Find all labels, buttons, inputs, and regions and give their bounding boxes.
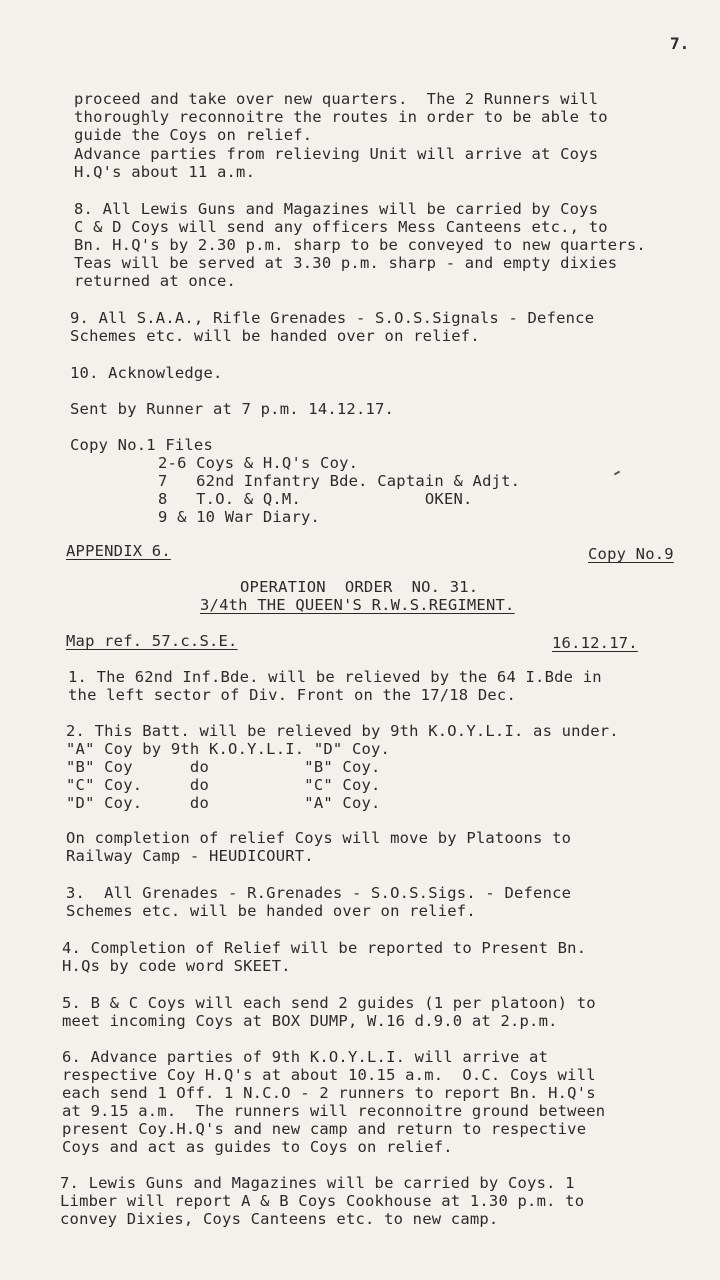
appendix-heading: APPENDIX 6. [66, 542, 171, 560]
copy-list-item: 2-6 Coys & H.Q's Coy. [158, 454, 359, 472]
text-line: C & D Coys will send any officers Mess Canteens etc., to [74, 218, 608, 236]
regiment-title: 3/4th THE QUEEN'S R.W.S.REGIMENT. [200, 596, 515, 614]
copy-number: Copy No.9 [588, 545, 674, 563]
text-line: Advance parties from relieving Unit will arrive at Coys [74, 145, 599, 163]
relief-table-row: "A" Coy by 9th K.O.Y.L.I. "D" Coy. [66, 740, 391, 758]
text-line: Schemes etc. will be handed over on relief. [66, 902, 476, 920]
text-line: respective Coy H.Q's at about 10.15 a.m. O.C. Coys will [62, 1066, 596, 1084]
text-line: 9. All S.A.A., Rifle Grenades - S.O.S.Signals - Defence [70, 309, 595, 327]
relief-table-row: "C" Coy. do "C" Coy. [66, 776, 381, 794]
text-line: Sent by Runner at 7 p.m. 14.12.17. [70, 400, 395, 418]
text-line: 5. B & C Coys will each send 2 guides (1 per platoon) to [62, 994, 596, 1012]
text-line: On completion of relief Coys will move by Platoons to [66, 829, 572, 847]
text-line: 8. All Lewis Guns and Magazines will be carried by Coys [74, 200, 599, 218]
pencil-mark [614, 471, 620, 476]
text-line: at 9.15 a.m. The runners will reconnoitre ground between [62, 1102, 606, 1120]
copy-list-item: 9 & 10 War Diary. [158, 508, 321, 526]
text-line: Bn. H.Q's by 2.30 p.m. sharp to be conveyed to new quarters. [74, 236, 646, 254]
text-line: the left sector of Div. Front on the 17/18 Dec. [68, 686, 516, 704]
relief-table-row: "D" Coy. do "A" Coy. [66, 794, 381, 812]
order-date: 16.12.17. [552, 634, 638, 652]
map-reference: Map ref. 57.c.S.E. [66, 632, 238, 650]
text-line: guide the Coys on relief. [74, 126, 313, 144]
text-line: Teas will be served at 3.30 p.m. sharp - and empty dixies [74, 254, 618, 272]
text-line: 4. Completion of Relief will be reported to Present Bn. [62, 939, 587, 957]
relief-table-row: "B" Coy do "B" Coy. [66, 758, 381, 776]
copy-list-item: 8 T.O. & Q.M. OKEN. [158, 490, 473, 508]
text-line: returned at once. [74, 272, 237, 290]
page-number: 7. [670, 34, 690, 53]
text-line: meet incoming Coys at BOX DUMP, W.16 d.9.0 at 2.p.m. [62, 1012, 558, 1030]
text-line: Railway Camp - HEUDICOURT. [66, 847, 314, 865]
text-line: proceed and take over new quarters. The 2 Runners will [74, 90, 599, 108]
text-line: 6. Advance parties of 9th K.O.Y.L.I. will arrive at [62, 1048, 549, 1066]
text-line: Coys and act as guides to Coys on relief. [62, 1138, 453, 1156]
copy-list-heading: Copy No.1 Files [70, 436, 213, 454]
text-line: thoroughly reconnoitre the routes in order to be able to [74, 108, 608, 126]
text-line: convey Dixies, Coys Canteens etc. to new camp. [60, 1210, 499, 1228]
text-line: present Coy.H.Q's and new camp and return to respective [62, 1120, 587, 1138]
text-line: Limber will report A & B Coys Cookhouse at 1.30 p.m. to [60, 1192, 585, 1210]
order-title: OPERATION ORDER NO. 31. [240, 578, 479, 596]
text-line: H.Q's about 11 a.m. [74, 163, 256, 181]
copy-list-item: 7 62nd Infantry Bde. Captain & Adjt. [158, 472, 521, 490]
text-line: 10. Acknowledge. [70, 364, 223, 382]
text-line: Schemes etc. will be handed over on relief. [70, 327, 480, 345]
text-line: 1. The 62nd Inf.Bde. will be relieved by the 64 I.Bde in [68, 668, 602, 686]
text-line: H.Qs by code word SKEET. [62, 957, 291, 975]
text-line: 3. All Grenades - R.Grenades - S.O.S.Sigs. - Defence [66, 884, 572, 902]
text-line: 2. This Batt. will be relieved by 9th K.O.Y.L.I. as under. [66, 722, 619, 740]
text-line: each send 1 Off. 1 N.C.O - 2 runners to report Bn. H.Q's [62, 1084, 596, 1102]
text-line: 7. Lewis Guns and Magazines will be carried by Coys. 1 [60, 1174, 575, 1192]
